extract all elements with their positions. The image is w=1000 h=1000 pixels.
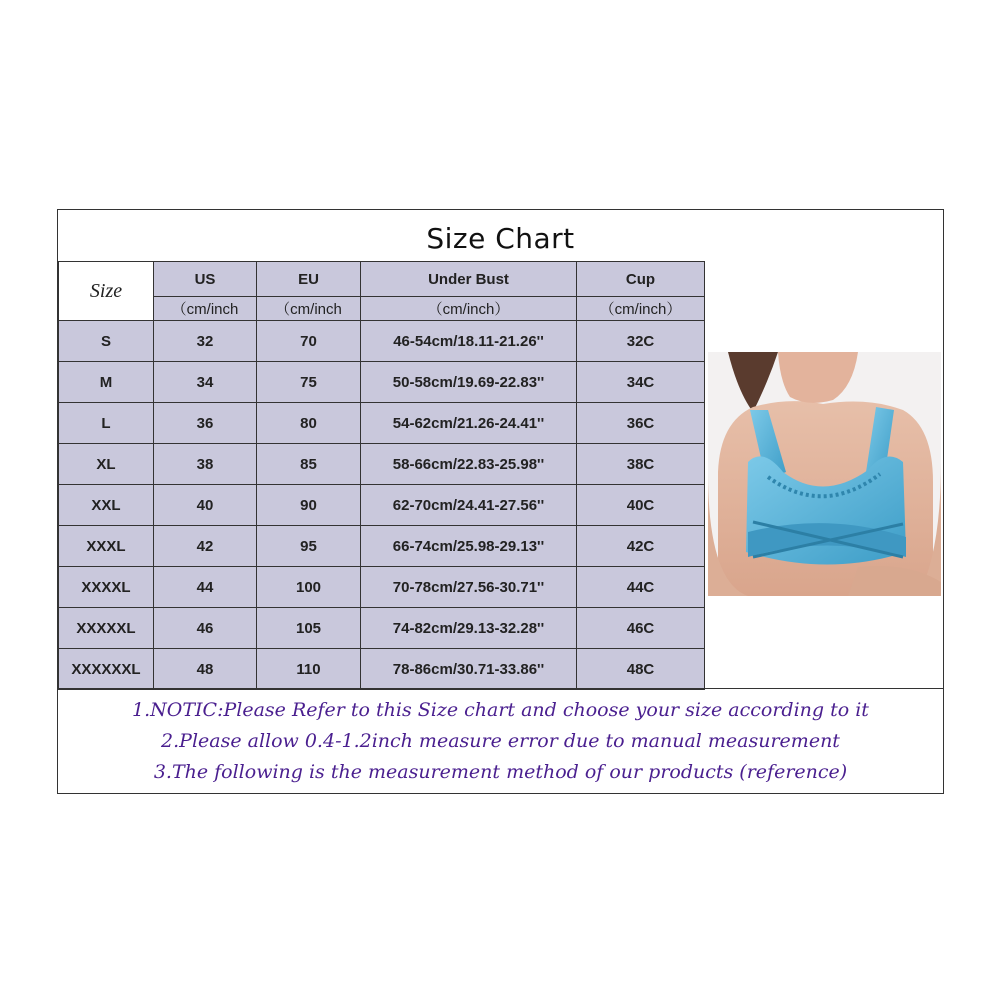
size-cell: XXXL	[59, 526, 154, 567]
size-cell: L	[59, 403, 154, 444]
product-photo	[708, 352, 941, 596]
cup-column-header: Cup	[577, 262, 705, 297]
size-table	[58, 261, 705, 690]
under-bust-cell: 54-62cm/21.26-24.41''	[361, 403, 577, 444]
eu-cell: 85	[257, 444, 361, 485]
notes	[58, 688, 943, 793]
under-bust-cell: 70-78cm/27.56-30.71''	[361, 567, 577, 608]
us-cell: 42	[154, 526, 257, 567]
eu-cell: 80	[257, 403, 361, 444]
us-cell: 38	[154, 444, 257, 485]
cup-cell: 42C	[577, 526, 705, 567]
size-cell: XXXXXL	[59, 608, 154, 649]
cup-cell: 34C	[577, 362, 705, 403]
note-line-2: 2.Please allow 0.4-1.2inch measure error due to manual measurement	[161, 729, 840, 752]
table-row	[59, 321, 705, 362]
eu-cell: 90	[257, 485, 361, 526]
table-row	[59, 567, 705, 608]
page-title: Size Chart	[58, 210, 943, 262]
eu-cell: 100	[257, 567, 361, 608]
eu-cell: 75	[257, 362, 361, 403]
cup-unit: （cm/inch）	[577, 297, 705, 321]
table-row	[59, 485, 705, 526]
cup-cell: 36C	[577, 403, 705, 444]
table-row	[59, 403, 705, 444]
us-cell: 32	[154, 321, 257, 362]
unit-row	[59, 297, 705, 321]
size-cell: XXL	[59, 485, 154, 526]
note-line-1: 1.NOTIC:Please Refer to this Size chart and choose your size according to it	[132, 698, 869, 721]
cup-cell: 32C	[577, 321, 705, 362]
cup-cell: 48C	[577, 649, 705, 690]
under-bust-cell: 46-54cm/18.11-21.26''	[361, 321, 577, 362]
under-bust-unit: （cm/inch）	[361, 297, 577, 321]
eu-unit: （cm/inch	[257, 297, 361, 321]
size-cell: M	[59, 362, 154, 403]
size-cell: XXXXXXL	[59, 649, 154, 690]
table-row	[59, 444, 705, 485]
size-cell: XL	[59, 444, 154, 485]
us-cell: 48	[154, 649, 257, 690]
us-cell: 44	[154, 567, 257, 608]
eu-column-header: EU	[257, 262, 361, 297]
under-bust-cell: 62-70cm/24.41-27.56''	[361, 485, 577, 526]
under-bust-cell: 74-82cm/29.13-32.28''	[361, 608, 577, 649]
us-column-header: US	[154, 262, 257, 297]
size-column-header: Size	[59, 262, 154, 321]
table-row	[59, 526, 705, 567]
table-row	[59, 362, 705, 403]
under-bust-cell: 78-86cm/30.71-33.86''	[361, 649, 577, 690]
cup-cell: 46C	[577, 608, 705, 649]
table-row	[59, 649, 705, 690]
size-cell: XXXXL	[59, 567, 154, 608]
eu-cell: 105	[257, 608, 361, 649]
header-row	[59, 262, 705, 297]
under-bust-cell: 58-66cm/22.83-25.98''	[361, 444, 577, 485]
us-unit: （cm/inch	[154, 297, 257, 321]
under-bust-cell: 66-74cm/25.98-29.13''	[361, 526, 577, 567]
us-cell: 40	[154, 485, 257, 526]
size-cell: S	[59, 321, 154, 362]
model-wearing-blue-bra-icon	[708, 352, 941, 596]
under-bust-column-header: Under Bust	[361, 262, 577, 297]
cup-cell: 38C	[577, 444, 705, 485]
product-photo-area	[704, 261, 943, 688]
size-chart-frame	[57, 209, 944, 794]
us-cell: 34	[154, 362, 257, 403]
eu-cell: 95	[257, 526, 361, 567]
note-line-3: 3.The following is the measurement method of our products (reference)	[153, 760, 848, 783]
us-cell: 36	[154, 403, 257, 444]
table-row	[59, 608, 705, 649]
eu-cell: 110	[257, 649, 361, 690]
us-cell: 46	[154, 608, 257, 649]
under-bust-cell: 50-58cm/19.69-22.83''	[361, 362, 577, 403]
cup-cell: 44C	[577, 567, 705, 608]
eu-cell: 70	[257, 321, 361, 362]
cup-cell: 40C	[577, 485, 705, 526]
